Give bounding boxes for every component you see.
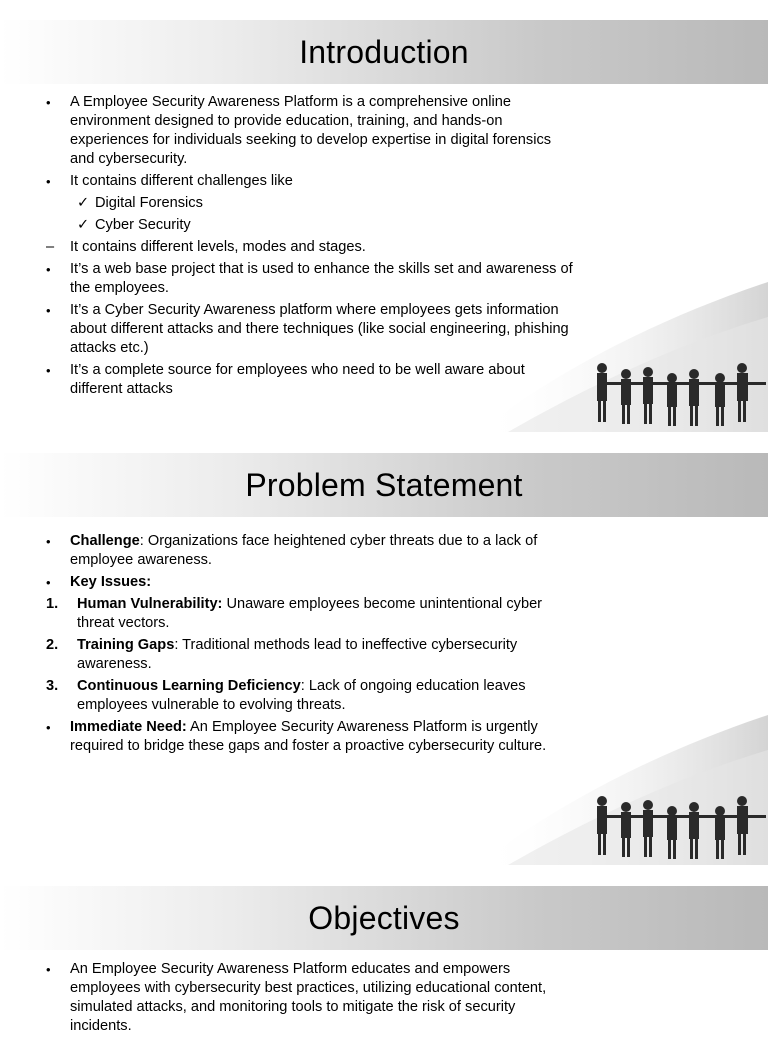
list-item: • It’s a web base project that is used to enhance the skills set and awareness of the employees. bbox=[46, 261, 573, 296]
title-bar bbox=[0, 453, 768, 517]
list-item: • It contains different challenges like bbox=[46, 173, 293, 189]
slide-introduction bbox=[0, 20, 768, 432]
bullet-list bbox=[46, 532, 576, 759]
list-item: • Challenge: Organizations face heightened cyber threats due to a lack of employee awareness. bbox=[46, 533, 538, 568]
bullet-list bbox=[46, 93, 576, 402]
list-item: 2. Training Gaps: Traditional methods lead to ineffective cybersecurity awareness. bbox=[46, 637, 518, 672]
list-item: • Key Issues: bbox=[46, 574, 152, 590]
title-bar bbox=[0, 886, 768, 950]
list-item: • It’s a complete source for employees who need to be well aware about different attacks bbox=[46, 362, 525, 397]
slide-title: Introduction bbox=[299, 33, 469, 70]
checkmark-icon: ✓ bbox=[77, 195, 90, 211]
list-item: ✓ Cyber Security bbox=[77, 217, 191, 233]
list-item: • A Employee Security Awareness Platform is a comprehensive online environment designed to provide education, training, and hands-on experiences for individuals seeking to develop expertise in digital forensics and cybersecurity. bbox=[46, 94, 552, 167]
bullet-list bbox=[46, 960, 576, 1039]
list-item: 1. Human Vulnerability: Unaware employees become unintentional cyber threat vectors. bbox=[46, 596, 543, 631]
list-item: ✓ Digital Forensics bbox=[77, 195, 203, 211]
title-bar bbox=[0, 20, 768, 84]
slide-title: Objectives bbox=[308, 899, 460, 936]
checkmark-icon: ✓ bbox=[77, 217, 90, 233]
slide-objectives bbox=[0, 886, 768, 1034]
slide-title: Problem Statement bbox=[245, 466, 523, 503]
list-item: • An Employee Security Awareness Platform educates and empowers employees with cybersecurity best practices, utilizing educational content, simulated attacks, and monitoring tools to mitigate the risk of security incidents. bbox=[46, 961, 547, 1034]
list-item: 3. Continuous Learning Deficiency: Lack of ongoing education leaves employees vulnerable to evolving threats. bbox=[46, 678, 526, 713]
slide-problem-statement bbox=[0, 453, 768, 865]
list-item: • It’s a Cyber Security Awareness platform where employees gets information about different attacks and there techniques (like social engineering, phishing attacks etc.) bbox=[46, 302, 569, 356]
list-item: – It contains different levels, modes and stages. bbox=[46, 239, 366, 255]
list-item: • Immediate Need: An Employee Security Awareness Platform is urgently required to bridge these gaps and foster a proactive cybersecurity culture. bbox=[46, 719, 547, 754]
